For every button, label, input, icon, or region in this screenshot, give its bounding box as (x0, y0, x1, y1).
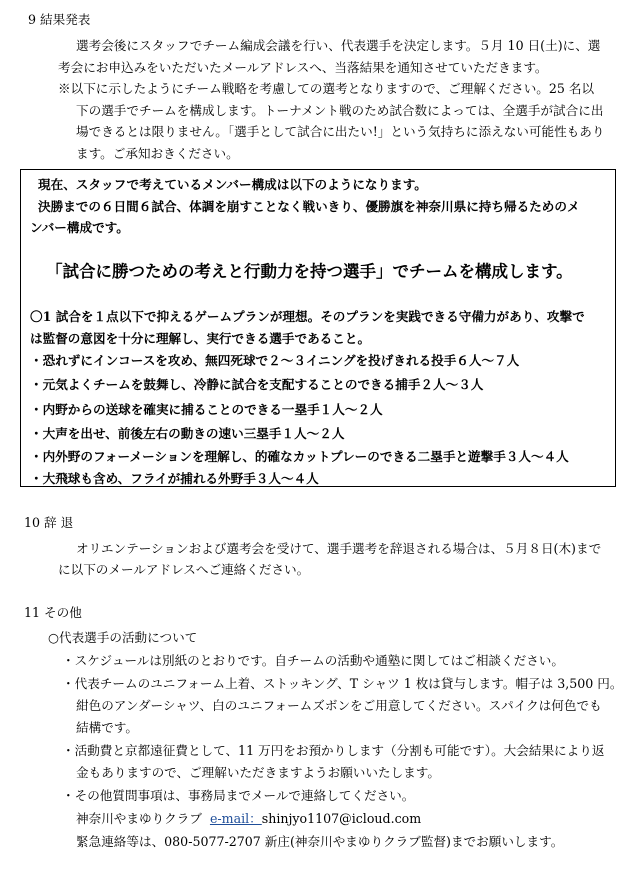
box-list-item: ・大声を出せ、前後左右の動きの速い三塁手１人～２人 (30, 426, 345, 441)
section-9-note-line: ※以下に示したようにチーム戦略を考慮しての選考となりますので、ご理解ください。25 名以 (58, 81, 595, 96)
section-11-subheading: ○代表選手の活動について (48, 630, 198, 645)
section-11-heading: 11 その他 (24, 605, 82, 620)
emergency-contact-line: 緊急連絡等は、080-5077-2707 新庄(神奈川やまゆりクラブ監督)までお願いします。 (76, 834, 564, 849)
box-intro-line: ンバー構成です。 (30, 220, 129, 235)
email-label-link[interactable]: e-mail： (209, 811, 262, 826)
section-9-note-line: 下の選手でチームを構成します。トーナメント戦のため試合数によっては、全選手が試合に出 (76, 103, 604, 118)
club-name: 神奈川やまゆりクラブ (76, 811, 202, 826)
section-11-bullet-continued: 金もありますので、ご理解いただきますようお願いいたします。 (76, 765, 440, 780)
section-11-bullet-continued: 結構です。 (76, 720, 138, 735)
section-9-paragraph-line: 考会にお申込みをいただいたメールアドレスへ、当落結果を通知させていただきます。 (58, 60, 548, 75)
box-list-item: ・恐れずにインコースを攻め、無四死球で２～３イニングを投げきれる投手６人～７人 (30, 353, 520, 368)
section-9-note-line: ます。ご承知おきください。 (76, 146, 239, 161)
section-11-bullet-continued: 紺色のアンダーシャツ、白のユニフォームズボンをご用意してください。スパイクは何色でも (76, 698, 602, 713)
section-9-paragraph-line: 選考会後にスタッフでチーム編成会議を行い、代表選手を決定します。５月 10 日(土)に、選 (76, 38, 601, 53)
section-11-bullet: ・代表チームのユニフォーム上着、ストッキング、T シャツ 1 枚は貸与します。帽子は 3,500 円。 (62, 676, 623, 691)
section-9-note-line: 場できるとは限りません。「選手として試合に出たい!」という気持ちに添えない可能性もあり (76, 124, 605, 139)
section-11-bullet: ・その他質問事項は、事務局までメールで連絡してください。 (62, 788, 415, 803)
box-list-item: ・元気よくチームを鼓舞し、冷静に試合を支配することのできる捕手２人～３人 (30, 377, 484, 392)
section-10-heading: 10 辞 退 (24, 515, 74, 530)
section-10-paragraph-line: オリエンテーションおよび選考会を受けて、選手選考を辞退される場合は、５月８日(木)まで (76, 541, 602, 556)
section-11-bullet: ・スケジュールは別紙のとおりです。自チームの活動や通塾に関してはご相談ください。 (62, 653, 564, 668)
section-11-bullet: ・活動費と京都遠征費として、11 万円をお預かりします（分割も可能です）。大会結果により返 (62, 743, 605, 758)
box-headline: 「試合に勝つための考えと行動力を持つ選手」でチームを構成します。 (46, 262, 573, 281)
box-list-item: ・内野からの送球を確実に捕ることのできる一塁手１人～２人 (30, 402, 383, 417)
box-intro-line: 決勝までの６日間６試合、体調を崩すことなく戦いきり、優勝旗を神奈川県に持ち帰るためのメ (38, 199, 580, 214)
section-9-heading: 9 結果発表 (28, 12, 91, 27)
section-10-paragraph-line: に以下のメールアドレスへご連絡ください。 (58, 562, 310, 577)
box-list-item: ・内外野のフォーメーションを理解し、的確なカットプレーのできる二塁手と遊撃手３人～４人 (30, 449, 569, 464)
box-plan-line: 〇1 試合を１点以下で抑えるゲームプランが理想。そのプランを実践できる守備力があり、攻撃で (30, 309, 585, 324)
box-intro-line: 現在、スタッフで考えているメンバー構成は以下のようになります。 (38, 177, 427, 192)
contact-email-line (76, 810, 421, 828)
email-address[interactable]: shinjyo1107@icloud.com (261, 811, 422, 826)
box-list-item: ・大飛球も含め、フライが捕れる外野手３人～４人 (30, 471, 319, 486)
box-plan-line: は監督の意図を十分に理解し、実行できる選手であること。 (30, 331, 371, 346)
